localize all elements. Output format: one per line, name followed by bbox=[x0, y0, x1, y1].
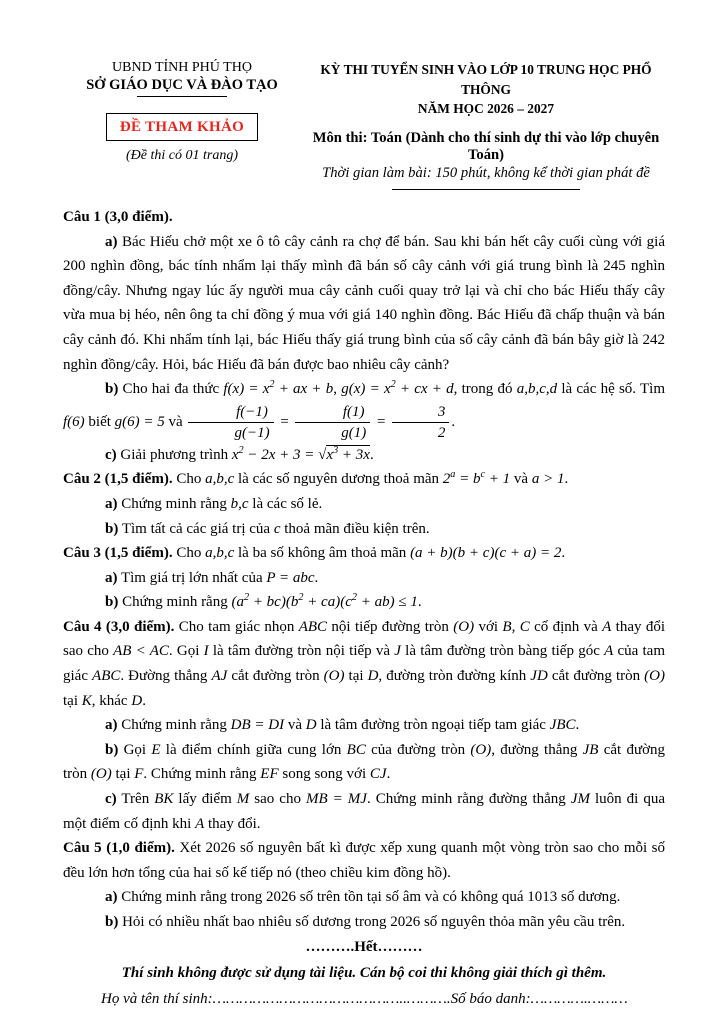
header-right-block bbox=[301, 60, 665, 190]
page-count-note: (Đề thi có 01 trang) bbox=[126, 148, 238, 163]
question-3-intro: Câu 3 (1,5 điểm). Cho a,b,c là ba số không âm thoả mãn (a + b)(b + c)(c + a) = 2. bbox=[63, 545, 566, 562]
question-4-part-b: b) Gọi E là điểm chính giữa cung lớn BC của đường tròn (O), đường thẳng JB cắt đường tròn (O) tại F. Chứng minh rằng EF song song với CJ. bbox=[63, 741, 666, 783]
question-3-part-a: a) Tìm giá trị lớn nhất của P = abc. bbox=[105, 569, 319, 586]
department-line-2: SỞ GIÁO DỤC VÀ ĐÀO TẠO bbox=[86, 77, 278, 93]
exam-title-line-1: KỲ THI TUYỂN SINH VÀO LỚP 10 TRUNG HỌC PHỔ THÔNG bbox=[320, 62, 652, 98]
document-header bbox=[63, 60, 665, 190]
question-4-part-c: c) Trên BK lấy điểm M sao cho MB = MJ. Chứng minh rằng đường thẳng JM luôn đi qua một điểm cố định khi A thay đổi. bbox=[63, 791, 665, 832]
question-1-part-c: c) Giải phương trình $x^2 - 2x + 3 = √x^3 + 3x$. bbox=[105, 444, 374, 463]
question-2-part-a: a) Chứng minh rằng b,c là các số lẻ. bbox=[105, 495, 323, 512]
exam-regulation-notice: Thí sinh không được sử dụng tài liệu. Cán bộ coi thi không giải thích gì thêm. bbox=[121, 965, 607, 982]
exam-badge: ĐỀ THAM KHẢO bbox=[106, 113, 258, 141]
question-1-part-a: a) Bác Hiếu chở một xe ô tô cây cảnh ra chợ để bán. Sau khi bán hết cây cuối cùng với giá 200 nghìn đồng, bác tính nhẩm lại thấy mình đã bán số cây cảnh với giá trung bình là 245 nghìn đồng/cây. Nhưng ngay lúc ấy người mua cây cảnh cuối quay trở lại và chỉ cho bác Hiếu thấy cây vừa mua bị héo, nên ông ta chỉ đồng ý mua với giá 140 nghìn đồng. Bác Hiếu đã chấp thuận và bán cây cảnh đó. Khi nhẩm tính lại, bác Hiếu thấy giá trung bình của số cây cảnh đã bán bây giờ là 242 nghìn đồng/cây. Hỏi, bác Hiếu đã bán được bao nhiêu cây cảnh? bbox=[63, 233, 665, 373]
candidate-name-and-id-line: Họ và tên thí sinh:……………………………………..……….Số báo danh:………….……… bbox=[101, 990, 628, 1007]
question-3-part-b: b) Chứng minh rằng $(a^2 + bc)(b^2 + ca)(c^2 + ab) \le 1$. bbox=[105, 592, 422, 611]
exam-body bbox=[63, 205, 665, 1011]
question-4-part-a: a) Chứng minh rằng DB = DI và D là tâm đường tròn ngoại tiếp tam giác JBC. bbox=[105, 717, 580, 734]
question-2-intro: Câu 2 (1,5 điểm). Cho a,b,c là các số nguyên dương thoả mãn $2^a = b^c + 1$ và a > 1. bbox=[63, 469, 569, 488]
question-4-intro: Câu 4 (3,0 điểm). Cho tam giác nhọn ABC nội tiếp đường tròn (O) với B, C cố định và A thay đổi sao cho AB < AC. Gọi I là tâm đường tròn nội tiếp và J là tâm đường tròn bàng tiếp góc A của tam giác ABC. Đường thẳng AJ cắt đường tròn (O) tại D, đường tròn đường kính JD cắt đường tròn (O) tại K, khác D. bbox=[63, 618, 666, 709]
header-left-block bbox=[63, 60, 301, 190]
header-rule bbox=[392, 189, 580, 190]
time-limit-line: Thời gian làm bài: 150 phút, không kể thời gian phát đề bbox=[322, 164, 650, 181]
exam-title-line-2: NĂM HỌC 2026 – 2027 bbox=[417, 101, 555, 117]
question-5-part-b: b) Hỏi có nhiều nhất bao nhiêu số dương trong 2026 số nguyên thỏa mãn yêu cầu trên. bbox=[105, 914, 626, 931]
end-of-exam-marker: ……….Hết……… bbox=[305, 938, 423, 955]
question-5-intro: Câu 5 (1,0 điểm). Xét 2026 số nguyên bất kì được xếp xung quanh một vòng tròn sao cho mỗi số đều lớn hơn tổng của hai số kế tiếp nó (theo chiều kim đồng hồ). bbox=[63, 840, 665, 881]
question-5-part-a: a) Chứng minh rằng trong 2026 số trên tồn tại số âm và có không quá 1013 số dương. bbox=[105, 889, 621, 906]
subject-line: Môn thi: Toán (Dành cho thí sinh dự thi vào lớp chuyên Toán) bbox=[312, 129, 660, 163]
department-line-1: UBND TỈNH PHÚ THỌ bbox=[112, 60, 252, 75]
question-2-part-b: b) Tìm tất cả các giá trị của c thoả mãn điều kiện trên. bbox=[105, 520, 430, 537]
question-1-heading: Câu 1 (3,0 điểm). bbox=[63, 208, 173, 225]
question-1-part-b: b) Cho hai đa thức $f(x) = x^2$ + ax + b, $g(x) = x^2$ + cx + d, trong đó a,b,c,d là các hệ số. Tìm f(6) biết g(6) = 5 và $\frac{f(-1)}{g(-1)}$ = $\frac{f(1)}{g(1)}$ = $\frac{3}{2}$ . bbox=[63, 379, 665, 441]
